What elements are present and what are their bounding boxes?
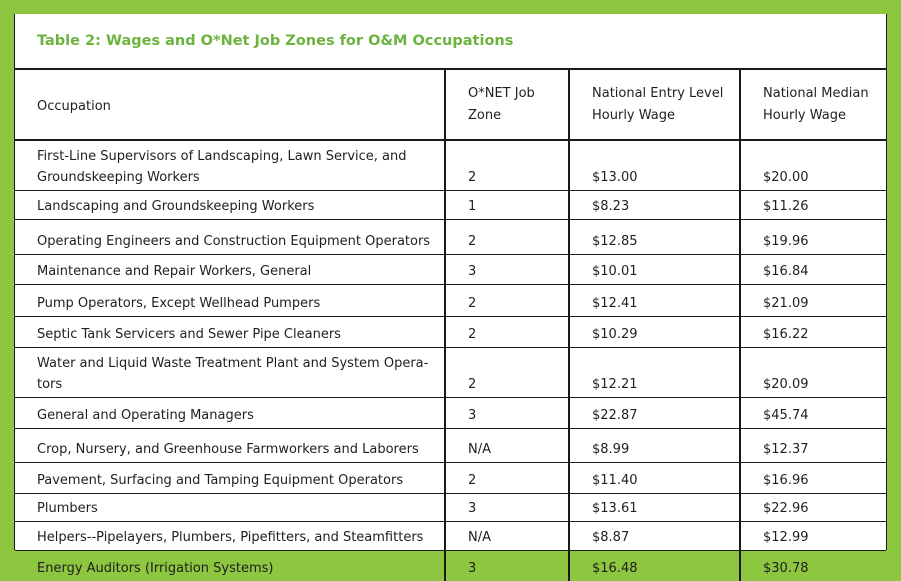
cell-job-zone: 2 bbox=[445, 348, 569, 398]
cell-occupation bbox=[15, 429, 445, 463]
occupation-line1: Energy Auditors (Irrigation Systems) bbox=[37, 561, 274, 576]
cell-entry-wage: $12.21 bbox=[569, 348, 740, 398]
occupation-line1: Crop, Nursery, and Greenhouse Farmworkers and Laborers bbox=[37, 442, 419, 457]
table-row bbox=[15, 140, 886, 191]
table-row bbox=[15, 551, 886, 581]
wages-table bbox=[15, 70, 886, 581]
table-row bbox=[15, 255, 886, 285]
header-median-wage bbox=[740, 70, 886, 140]
cell-occupation bbox=[15, 348, 445, 398]
cell-occupation bbox=[15, 494, 445, 522]
cell-median-wage: $22.96 bbox=[740, 494, 886, 522]
header-job-zone bbox=[445, 70, 569, 140]
occupation-line1: Pavement, Surfacing and Tamping Equipment Operators bbox=[37, 473, 403, 488]
cell-job-zone: 3 bbox=[445, 255, 569, 285]
cell-occupation bbox=[15, 191, 445, 220]
cell-job-zone: N/A bbox=[445, 522, 569, 551]
cell-median-wage: $30.78 bbox=[740, 551, 886, 581]
table-row bbox=[15, 494, 886, 522]
cell-job-zone: 2 bbox=[445, 220, 569, 255]
cell-occupation bbox=[15, 140, 445, 191]
header-entry-wage-line2: Hourly Wage bbox=[592, 108, 675, 123]
cell-entry-wage: $11.40 bbox=[569, 463, 740, 494]
cell-occupation bbox=[15, 551, 445, 581]
cell-job-zone: 2 bbox=[445, 285, 569, 317]
occupation-line2: Groundskeeping Workers bbox=[37, 170, 200, 185]
cell-entry-wage: $8.23 bbox=[569, 191, 740, 220]
cell-entry-wage: $13.61 bbox=[569, 494, 740, 522]
table-row bbox=[15, 191, 886, 220]
cell-entry-wage: $16.48 bbox=[569, 551, 740, 581]
cell-median-wage: $19.96 bbox=[740, 220, 886, 255]
table-row bbox=[15, 522, 886, 551]
cell-occupation bbox=[15, 463, 445, 494]
occupation-line1: Helpers--Pipelayers, Plumbers, Pipefitters, and Steamfitters bbox=[37, 530, 423, 545]
table-body bbox=[15, 140, 886, 581]
header-job-zone-line2: Zone bbox=[468, 108, 501, 123]
header-occupation bbox=[15, 70, 445, 140]
cell-occupation bbox=[15, 255, 445, 285]
cell-median-wage: $45.74 bbox=[740, 398, 886, 429]
cell-job-zone: 3 bbox=[445, 551, 569, 581]
cell-median-wage: $12.99 bbox=[740, 522, 886, 551]
header-row bbox=[15, 70, 886, 140]
cell-median-wage: $11.26 bbox=[740, 191, 886, 220]
occupation-line1: Septic Tank Servicers and Sewer Pipe Cleaners bbox=[37, 327, 341, 342]
cell-job-zone: 2 bbox=[445, 317, 569, 348]
cell-median-wage: $20.09 bbox=[740, 348, 886, 398]
cell-entry-wage: $10.01 bbox=[569, 255, 740, 285]
table-row bbox=[15, 285, 886, 317]
cell-median-wage: $20.00 bbox=[740, 140, 886, 191]
cell-job-zone: 3 bbox=[445, 398, 569, 429]
occupation-line1: Plumbers bbox=[37, 501, 98, 516]
table-row bbox=[15, 429, 886, 463]
cell-entry-wage: $10.29 bbox=[569, 317, 740, 348]
table-row bbox=[15, 220, 886, 255]
occupation-line1: Maintenance and Repair Workers, General bbox=[37, 264, 311, 279]
table-title: Table 2: Wages and O*Net Job Zones for O&M Occupations bbox=[15, 14, 886, 70]
cell-occupation bbox=[15, 317, 445, 348]
cell-median-wage: $16.22 bbox=[740, 317, 886, 348]
header-median-wage-line2: Hourly Wage bbox=[763, 108, 846, 123]
occupation-line1: First-Line Supervisors of Landscaping, Lawn Service, and bbox=[37, 149, 407, 164]
cell-occupation bbox=[15, 285, 445, 317]
cell-job-zone: N/A bbox=[445, 429, 569, 463]
cell-job-zone: 2 bbox=[445, 140, 569, 191]
table-row bbox=[15, 463, 886, 494]
cell-median-wage: $21.09 bbox=[740, 285, 886, 317]
header-entry-wage-line1: National Entry Level bbox=[592, 86, 723, 101]
table-row bbox=[15, 398, 886, 429]
table-row bbox=[15, 317, 886, 348]
table-frame bbox=[14, 14, 887, 550]
cell-entry-wage: $8.99 bbox=[569, 429, 740, 463]
cell-entry-wage: $12.41 bbox=[569, 285, 740, 317]
cell-entry-wage: $13.00 bbox=[569, 140, 740, 191]
cell-job-zone: 3 bbox=[445, 494, 569, 522]
header-median-wage-line1: National Median bbox=[763, 86, 869, 101]
cell-median-wage: $16.96 bbox=[740, 463, 886, 494]
occupation-line1: Landscaping and Groundskeeping Workers bbox=[37, 199, 314, 214]
cell-median-wage: $12.37 bbox=[740, 429, 886, 463]
header-job-zone-line1: O*NET Job bbox=[468, 86, 535, 101]
cell-job-zone: 2 bbox=[445, 463, 569, 494]
table-row bbox=[15, 348, 886, 398]
cell-entry-wage: $12.85 bbox=[569, 220, 740, 255]
cell-job-zone: 1 bbox=[445, 191, 569, 220]
occupation-line1: Pump Operators, Except Wellhead Pumpers bbox=[37, 296, 320, 311]
cell-median-wage: $16.84 bbox=[740, 255, 886, 285]
occupation-line1: Operating Engineers and Construction Equipment Operators bbox=[37, 234, 430, 249]
cell-occupation bbox=[15, 220, 445, 255]
occupation-line1: Water and Liquid Waste Treatment Plant and System Opera- bbox=[37, 356, 428, 371]
cell-occupation bbox=[15, 398, 445, 429]
cell-entry-wage: $22.87 bbox=[569, 398, 740, 429]
header-occupation-label: Occupation bbox=[37, 99, 111, 114]
header-entry-wage bbox=[569, 70, 740, 140]
occupation-line2: tors bbox=[37, 377, 62, 392]
cell-occupation bbox=[15, 522, 445, 551]
occupation-line1: General and Operating Managers bbox=[37, 408, 254, 423]
cell-entry-wage: $8.87 bbox=[569, 522, 740, 551]
